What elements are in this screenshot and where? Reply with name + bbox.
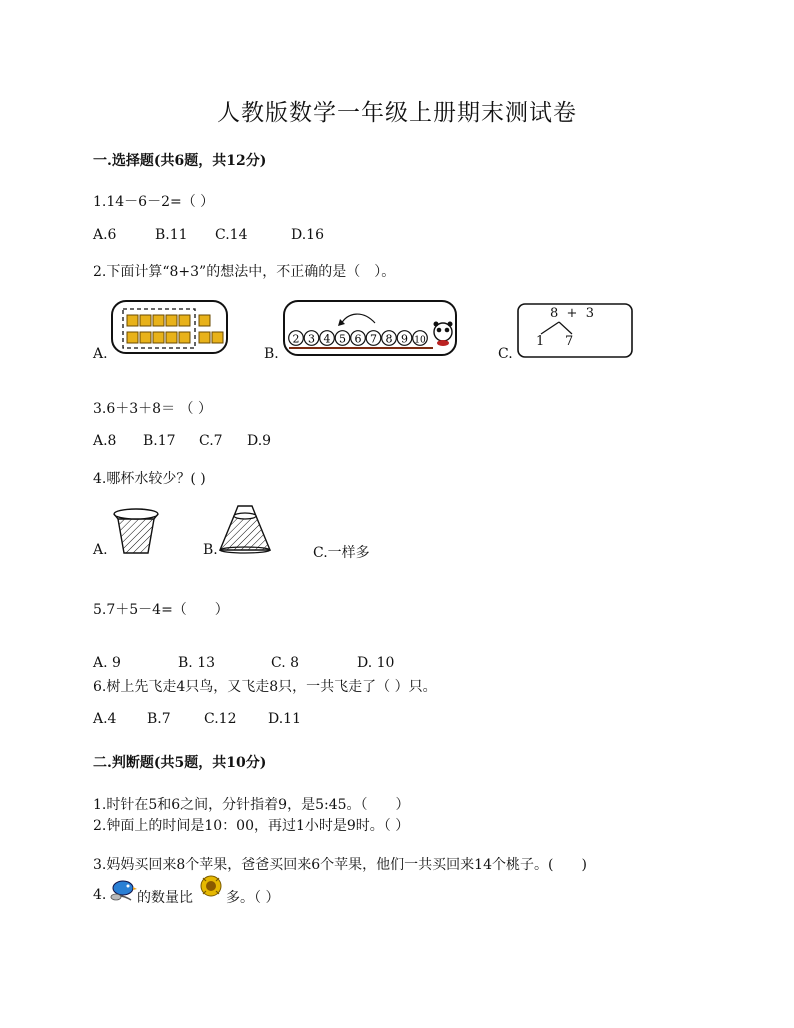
option-c[interactable]: C. 8: [271, 655, 300, 671]
question-4-text: 4.哪杯水较少？( ): [93, 471, 206, 487]
option-b[interactable]: B.11: [155, 227, 188, 243]
number-circle-label: 9: [401, 332, 408, 346]
question-1-options: [93, 227, 324, 243]
question-4-option-c[interactable]: C.一样多: [313, 545, 370, 561]
page-title: 人教版数学一年级上册期末测试卷: [217, 100, 577, 126]
cube-block: [166, 332, 177, 343]
cube-block: [153, 315, 164, 326]
question-3-text: 3.6＋3＋8＝ （ ）: [93, 401, 212, 417]
question-6-text: 6.树上先飞走4只鸟，又飞走8只，一共飞走了（ ）只。: [93, 679, 437, 695]
option-b[interactable]: B. 13: [178, 655, 216, 671]
judge-question-4-mid: 的数量比: [137, 890, 193, 906]
bird-icon: [107, 878, 135, 904]
number-circle-label: 10: [414, 335, 426, 346]
question-2-text: 2.下面计算“8+3”的想法中，不正确的是（ ）。: [93, 264, 396, 280]
question-2-option-a-label[interactable]: A.: [93, 346, 108, 362]
question-4-option-a[interactable]: A.: [93, 542, 108, 558]
jump-arrow: [341, 314, 375, 324]
question-6-options: [93, 711, 301, 727]
tree-right-number: 7: [565, 334, 574, 349]
number-circle-label: 3: [308, 332, 315, 346]
section-2-heading: 二.判断题(共5题，共10分): [93, 755, 267, 771]
number-circle-label: 6: [354, 332, 362, 346]
number-circles: [289, 331, 428, 346]
cube-block: [153, 332, 164, 343]
number-line-image: [283, 300, 458, 358]
judge-question-4-suffix: 多。（ ）: [226, 890, 280, 906]
question-5-options: [93, 655, 394, 671]
cube-groups-image: [111, 300, 229, 356]
cube-block: [166, 315, 177, 326]
cube-block: [179, 315, 190, 326]
cube-block: [127, 315, 138, 326]
judge-question-4-prefix: 4.: [93, 887, 107, 903]
option-a[interactable]: A.6: [93, 227, 117, 243]
option-c[interactable]: C.12: [204, 711, 237, 727]
option-b[interactable]: B.17: [143, 433, 176, 449]
option-c[interactable]: C.14: [215, 227, 248, 243]
cube-block: [140, 332, 151, 343]
section-1-heading: 一.选择题(共6题，共12分): [93, 153, 267, 169]
cube-blocks: [127, 315, 223, 343]
question-3-options: [93, 433, 271, 449]
cup-a-image: [110, 505, 162, 557]
option-b[interactable]: B.7: [147, 711, 171, 727]
option-a[interactable]: A. 9: [93, 655, 121, 671]
option-d[interactable]: D.16: [291, 227, 324, 243]
tree-left-number: 1: [536, 334, 545, 349]
number-circle-label: 4: [323, 332, 331, 346]
tree-top-expression: 8 + 3: [550, 306, 594, 321]
question-1-text: 1.14－6－2=（ ）: [93, 194, 215, 210]
judge-question-2: 2.钟面上的时间是10：00，再过1小时是9时。（ ）: [93, 818, 410, 834]
option-d[interactable]: D.11: [268, 711, 301, 727]
cube-block: [199, 332, 210, 343]
question-4-option-b[interactable]: B.: [203, 542, 218, 558]
question-5-text: 5.7＋5－4=（ ）: [93, 602, 229, 618]
judge-question-1: 1.时针在5和6之间，分针指着9，是5:45。（ ）: [93, 797, 410, 813]
number-circle-label: 7: [370, 332, 377, 346]
cube-block: [199, 315, 210, 326]
number-circle-label: 2: [292, 332, 300, 346]
cup-b-image: [218, 502, 272, 554]
sun-flower-icon: [199, 874, 223, 900]
number-circle-label: 5: [339, 332, 346, 346]
question-2-option-c-label[interactable]: C.: [498, 346, 513, 362]
cube-block: [179, 332, 190, 343]
panda-icon: [434, 322, 453, 347]
option-d[interactable]: D. 10: [357, 655, 395, 671]
cube-block: [127, 332, 138, 343]
option-a[interactable]: A.8: [93, 433, 117, 449]
number-circle-label: 8: [385, 332, 393, 346]
cube-block: [140, 315, 151, 326]
question-2-option-b-label[interactable]: B.: [264, 346, 279, 362]
option-c[interactable]: C.7: [199, 433, 223, 449]
option-a[interactable]: A.4: [93, 711, 117, 727]
option-d[interactable]: D.9: [247, 433, 272, 449]
cube-block: [212, 332, 223, 343]
judge-question-3: 3.妈妈买回来8个苹果，爸爸买回来6个苹果，他们一共买回来14个桃子。( ): [93, 857, 587, 873]
